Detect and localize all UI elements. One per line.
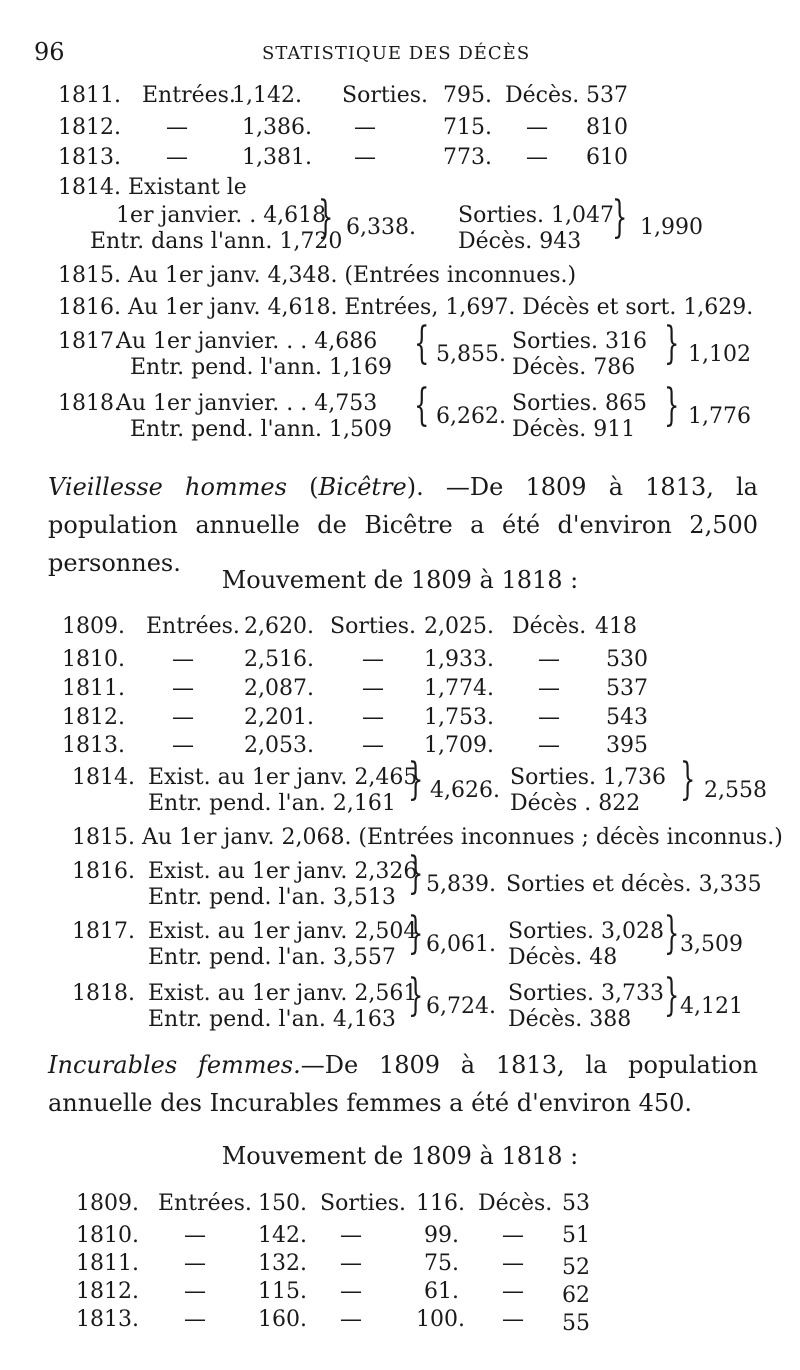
entry-year: 1814.: [72, 765, 135, 790]
row-year: 1809.: [76, 1191, 139, 1216]
row-year: 1813.: [62, 733, 125, 758]
brace-icon: }: [664, 908, 680, 959]
row-cell: 2,053.: [244, 733, 314, 758]
brace-icon: }: [408, 754, 424, 805]
row-year: 1812.: [58, 115, 121, 140]
brace-icon: }: [408, 970, 424, 1021]
row-cell: —: [502, 1223, 524, 1248]
row-cell: 1,386.: [242, 115, 312, 140]
row-cell: 810: [586, 115, 628, 140]
row-cell: Sorties.: [342, 83, 429, 108]
row-cell: 795.: [443, 83, 492, 108]
entry-year: 1817.: [72, 919, 135, 944]
row-cell: 99.: [424, 1223, 459, 1248]
brace-icon: }: [408, 908, 424, 959]
entry-year: 1816.: [72, 859, 135, 884]
row-cell: —: [502, 1251, 524, 1276]
row-cell: —: [172, 676, 194, 701]
row-cell: 55: [562, 1311, 590, 1336]
entry-total: 4,121: [680, 994, 743, 1019]
row-cell: 418: [595, 614, 637, 639]
row-cell: 150.: [258, 1191, 307, 1216]
row-cell: —: [362, 676, 384, 701]
entry-1815: 1815. Au 1er janv. 4,348. (Entrées inconnues.): [58, 263, 577, 288]
row-cell: 2,516.: [244, 647, 314, 672]
row-year: 1812.: [62, 705, 125, 730]
row-cell: 100.: [416, 1307, 465, 1332]
entry-1816: 1816. Au 1er janv. 4,618. Entrées, 1,697. Décès et sort. 1,629.: [58, 295, 754, 320]
entry-line: Entr. pend. l'an. 2,161: [148, 791, 396, 816]
paragraph-text: ). —De 1809 à 1813, la population annuelle de Bicêtre a été d'environ 2,500 personnes.: [48, 473, 758, 577]
entry-year: 1818.: [72, 981, 135, 1006]
row-cell: 52: [562, 1255, 590, 1280]
entry-line: Exist. au 1er janv. 2,561: [148, 981, 418, 1006]
row-cell: 132.: [258, 1251, 307, 1276]
row-cell: Entrées.: [146, 614, 240, 639]
brace-icon: {: [414, 318, 430, 369]
row-cell: —: [166, 145, 188, 170]
entry-sum: 4,626.: [430, 778, 500, 803]
row-cell: 715.: [443, 115, 492, 140]
entry-sum: 6,061.: [426, 932, 496, 957]
row-cell: —: [340, 1223, 362, 1248]
row-cell: Décès.: [478, 1191, 553, 1216]
brace-icon: }: [318, 192, 334, 243]
entry-total: 1,990: [640, 215, 703, 240]
row-cell: 142.: [258, 1223, 307, 1248]
entry-line: Entr. pend. l'an. 4,163: [148, 1007, 396, 1032]
row-cell: 75.: [424, 1251, 459, 1276]
entry-line: Entr. pend. l'ann. 1,169: [130, 355, 393, 380]
row-year: 1810.: [76, 1223, 139, 1248]
entry-total: 2,558: [704, 778, 767, 803]
row-cell: 543: [606, 705, 648, 730]
row-cell: —: [526, 145, 548, 170]
row-cell: 160.: [258, 1307, 307, 1332]
row-cell: —: [172, 647, 194, 672]
brace-icon: }: [664, 318, 680, 369]
paragraph-italic-title: Vieillesse hommes: [48, 473, 287, 501]
row-year: 1809.: [62, 614, 125, 639]
row-cell: —: [538, 647, 560, 672]
entry-total: 1,102: [688, 342, 751, 367]
row-cell: —: [340, 1279, 362, 1304]
entry-line: Entr. pend. l'ann. 1,509: [130, 417, 393, 442]
row-cell: —: [184, 1223, 206, 1248]
brace-icon: }: [680, 754, 696, 805]
entry-line: Décès. 786: [512, 355, 636, 380]
brace-icon: {: [414, 380, 430, 431]
page-number: 96: [34, 38, 65, 66]
paragraph-incurables: [48, 1046, 758, 1122]
brace-icon: }: [408, 848, 424, 899]
row-cell: —: [362, 647, 384, 672]
entry-line: Sorties. 3,028: [508, 919, 664, 944]
entry-sum: 5,839.: [426, 872, 496, 897]
row-year: 1813.: [76, 1307, 139, 1332]
row-cell: 1,774.: [424, 676, 494, 701]
row-cell: 116.: [416, 1191, 465, 1216]
section-heading-2: Mouvement de 1809 à 1818 :: [221, 1142, 579, 1170]
row-cell: —: [172, 705, 194, 730]
row-cell: —: [184, 1279, 206, 1304]
row-cell: 1,381.: [242, 145, 312, 170]
row-cell: —: [184, 1307, 206, 1332]
row-cell: Sorties.: [320, 1191, 407, 1216]
row-cell: 62: [562, 1283, 590, 1308]
row-year: 1811.: [62, 676, 125, 701]
paragraph-bicetre: Vieillesse hommes (Bicêtre). —De 1809 à 1813, la population annuelle de Bicêtre a été d'environ 2,500 personnes.: [48, 473, 758, 577]
row-cell: 1,709.: [424, 733, 494, 758]
row-year: 1812.: [76, 1279, 139, 1304]
row-cell: 610: [586, 145, 628, 170]
row-cell: —: [340, 1251, 362, 1276]
row-cell: —: [166, 115, 188, 140]
entry-year: 1814. Existant le: [58, 175, 247, 200]
row-cell: Entrées.: [158, 1191, 252, 1216]
entry-line: Décès. 48: [508, 945, 618, 970]
entry-line: Sorties. 1,047: [458, 203, 614, 228]
entry-line: Sorties. 3,733: [508, 981, 664, 1006]
entry-line: Exist. au 1er janv. 2,465: [148, 765, 418, 790]
row-cell: —: [340, 1307, 362, 1332]
row-cell: 51: [562, 1223, 590, 1248]
entry-line: Décès. 943: [458, 229, 582, 254]
row-cell: —: [526, 115, 548, 140]
entry-line: Au 1er janvier. . . 4,686: [116, 329, 378, 354]
row-cell: 2,087.: [244, 676, 314, 701]
row-cell: 61.: [424, 1279, 459, 1304]
entry-line: Exist. au 1er janv. 2,326: [148, 859, 418, 884]
row-year: 1811.: [76, 1251, 139, 1276]
paragraph-italic-title: Incurables femmes.: [48, 1051, 301, 1079]
entry-line: Au 1er janvier. . . 4,753: [116, 391, 378, 416]
brace-icon: }: [664, 380, 680, 431]
row-cell: 2,620.: [244, 614, 314, 639]
section-heading-1: Mouvement de 1809 à 1818 :: [221, 566, 579, 594]
entry-sum: 6,338.: [346, 215, 416, 240]
entry-year: 1818.: [58, 391, 121, 416]
entry-total: 1,776: [688, 404, 751, 429]
paragraph-italic-place: Bicêtre: [318, 473, 407, 501]
row-cell: 1,142.: [232, 83, 302, 108]
row-cell: —: [538, 733, 560, 758]
entry-b1815: 1815. Au 1er janv. 2,068. (Entrées inconnues ; décès inconnus.): [72, 825, 783, 850]
row-cell: 1,933.: [424, 647, 494, 672]
row-cell: 537: [586, 83, 628, 108]
row-cell: 53: [562, 1191, 590, 1216]
entry-line: Sorties. 1,736: [510, 765, 666, 790]
brace-icon: }: [664, 970, 680, 1021]
entry-sum: 5,855.: [436, 342, 506, 367]
row-cell: —: [362, 705, 384, 730]
entry-line: Sorties. 316: [512, 329, 647, 354]
row-cell: 115.: [258, 1279, 307, 1304]
row-cell: 537: [606, 676, 648, 701]
row-cell: —: [538, 676, 560, 701]
entry-sum: 6,262.: [436, 404, 506, 429]
brace-icon: }: [612, 192, 628, 243]
row-cell: —: [184, 1251, 206, 1276]
entry-line: Décès. 388: [508, 1007, 632, 1032]
row-cell: —: [354, 145, 376, 170]
row-cell: 2,025.: [424, 614, 494, 639]
entry-year: 1817.: [58, 329, 121, 354]
entry-line: Entr. dans l'ann. 1,720: [90, 229, 343, 254]
entry-total: 3,509: [680, 932, 743, 957]
row-cell: Sorties.: [330, 614, 417, 639]
entry-line: Entr. pend. l'an. 3,557: [148, 945, 396, 970]
row-year: 1813.: [58, 145, 121, 170]
entry-line: Sorties et décès. 3,335: [506, 872, 762, 897]
row-cell: 530: [606, 647, 648, 672]
row-cell: 2,201.: [244, 705, 314, 730]
row-cell: Décès.: [512, 614, 587, 639]
entry-line: Sorties. 865: [512, 391, 647, 416]
row-cell: —: [362, 733, 384, 758]
entry-line: 1er janvier. . 4,618: [116, 203, 327, 228]
row-year: 1811.: [58, 83, 121, 108]
row-cell: —: [172, 733, 194, 758]
entry-line: Exist. au 1er janv. 2,504: [148, 919, 418, 944]
row-cell: —: [502, 1279, 524, 1304]
entry-line: Entr. pend. l'an. 3,513: [148, 885, 396, 910]
entry-sum: 6,724.: [426, 994, 496, 1019]
paragraph-text: —De 1809 à 1813, la population annuelle des Incurables femmes a été d'environ 450.: [48, 1051, 758, 1117]
row-cell: Décès.: [505, 83, 580, 108]
running-title: STATISTIQUE DES DÉCÈS: [262, 43, 531, 64]
row-cell: —: [354, 115, 376, 140]
row-cell: 773.: [443, 145, 492, 170]
row-cell: —: [502, 1307, 524, 1332]
row-cell: 395: [606, 733, 648, 758]
row-cell: 1,753.: [424, 705, 494, 730]
entry-line: Décès . 822: [510, 791, 641, 816]
row-cell: —: [538, 705, 560, 730]
entry-line: Décès. 911: [512, 417, 636, 442]
row-year: 1810.: [62, 647, 125, 672]
row-cell: Entrées.: [142, 83, 236, 108]
